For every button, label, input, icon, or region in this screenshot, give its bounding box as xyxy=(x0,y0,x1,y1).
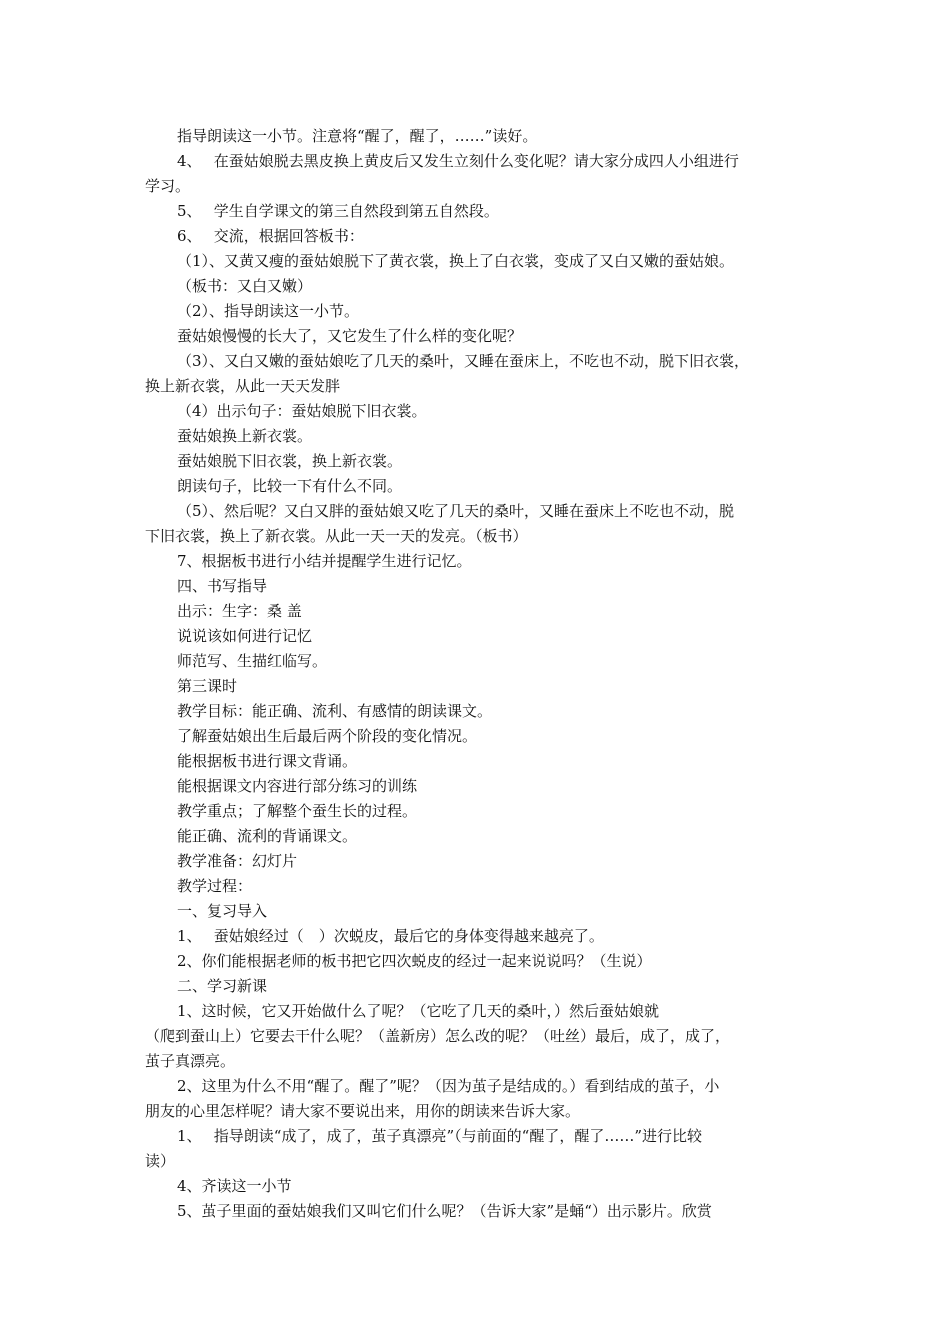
text-line: 能正确、流利的背诵课文。 xyxy=(177,827,358,845)
text-line: 教学目标：能正确、流利、有感情的朗读课文。 xyxy=(177,702,493,720)
section-heading: 第三课时 xyxy=(177,677,238,695)
text-line: 朗读句子，比较一下有什么不同。 xyxy=(177,477,403,495)
text-line: 1、 蚕姑娘经过（ ）次蜕皮，最后它的身体变得越来越亮了。 xyxy=(177,927,604,945)
text-line: 了解蚕姑娘出生后最后两个阶段的变化情况。 xyxy=(177,727,478,745)
text-line: 出示：生字：桑 盖 xyxy=(177,602,302,620)
text-line: 能根据课文内容进行部分练习的训练 xyxy=(177,777,418,795)
text-line: 读） xyxy=(145,1152,176,1170)
text-line: 5、 学生自学课文的第三自然段到第五自然段。 xyxy=(177,202,499,220)
text-line: 2、你们能根据老师的板书把它四次蜕皮的经过一起来说说吗？（生说） xyxy=(177,952,652,970)
text-line: 茧子真漂亮。 xyxy=(145,1052,236,1070)
text-line: 能根据板书进行课文背诵。 xyxy=(177,752,358,770)
text-line: 下旧衣裳，换上了新衣裳。从此一天一天的发亮。（板书） xyxy=(145,527,528,545)
text-line: 换上新衣裳，从此一天天发胖 xyxy=(145,377,341,395)
text-line: 蚕姑娘换上新衣裳。 xyxy=(177,427,313,445)
text-line: 1、这时候，它又开始做什么了呢？（它吃了几天的桑叶，）然后蚕姑娘就 xyxy=(177,1002,660,1020)
text-line: 4、 在蚕姑娘脱去黑皮换上黄皮后又发生立刻什么变化呢？请大家分成四人小组进行 xyxy=(177,152,739,170)
text-line: 6、 交流，根据回答板书： xyxy=(177,227,364,245)
section-heading: 一、复习导入 xyxy=(177,902,268,920)
text-line: 教学准备：幻灯片 xyxy=(177,852,298,870)
text-line: 教学重点；了解整个蚕生长的过程。 xyxy=(177,802,418,820)
text-line: （爬到蚕山上）它要去干什么呢？（盖新房）怎么改的呢？（吐丝）最后，成了，成了， xyxy=(145,1027,731,1045)
text-line: 7、根据板书进行小结并提醒学生进行记忆。 xyxy=(177,552,472,570)
text-line: 说说该如何进行记忆 xyxy=(177,627,313,645)
text-line: （5）、然后呢？又白又胖的蚕姑娘又吃了几天的桑叶，又睡在蚕床上不吃也不动，脱 xyxy=(177,502,735,520)
section-heading: 二、学习新课 xyxy=(177,977,268,995)
text-line: 蚕姑娘脱下旧衣裳，换上新衣裳。 xyxy=(177,452,403,470)
section-heading: 四、书写指导 xyxy=(177,577,268,595)
text-line: （1）、又黄又瘦的蚕姑娘脱下了黄衣裳，换上了白衣裳，变成了又白又嫩的蚕姑娘。 xyxy=(177,252,735,270)
text-line: 蚕姑娘慢慢的长大了，又它发生了什么样的变化呢？ xyxy=(177,327,523,345)
text-line: （2）、指导朗读这一小节。 xyxy=(177,302,360,320)
text-line: 朋友的心里怎样呢？请大家不要说出来，用你的朗读来告诉大家。 xyxy=(145,1102,581,1120)
text-line: 教学过程： xyxy=(177,877,253,895)
text-line: 指导朗读这一小节。注意将“醒了，醒了，……”读好。 xyxy=(177,127,538,145)
text-line: 2、这里为什么不用“醒了。醒了”呢？（因为茧子是结成的。）看到结成的茧子，小 xyxy=(177,1077,720,1095)
text-line: （3）、又白又嫩的蚕姑娘吃了几天的桑叶，又睡在蚕床上，不吃也不动，脱下旧衣裳， xyxy=(177,352,750,370)
text-line: 1、 指导朗读“成了，成了，茧子真漂亮”（与前面的“醒了，醒了……”进行比较 xyxy=(177,1127,702,1145)
text-line: （板书：又白又嫩） xyxy=(177,277,313,295)
text-line: 学习。 xyxy=(145,177,191,195)
text-line: （4）出示句子：蚕姑娘脱下旧衣裳。 xyxy=(177,402,427,420)
text-line: 5、茧子里面的蚕姑娘我们又叫它们什么呢？（告诉大家”是蛹“）出示影片。欣赏 xyxy=(177,1202,712,1220)
text-line: 师范写、生描红临写。 xyxy=(177,652,328,670)
text-line: 4、齐读这一小节 xyxy=(177,1177,292,1195)
